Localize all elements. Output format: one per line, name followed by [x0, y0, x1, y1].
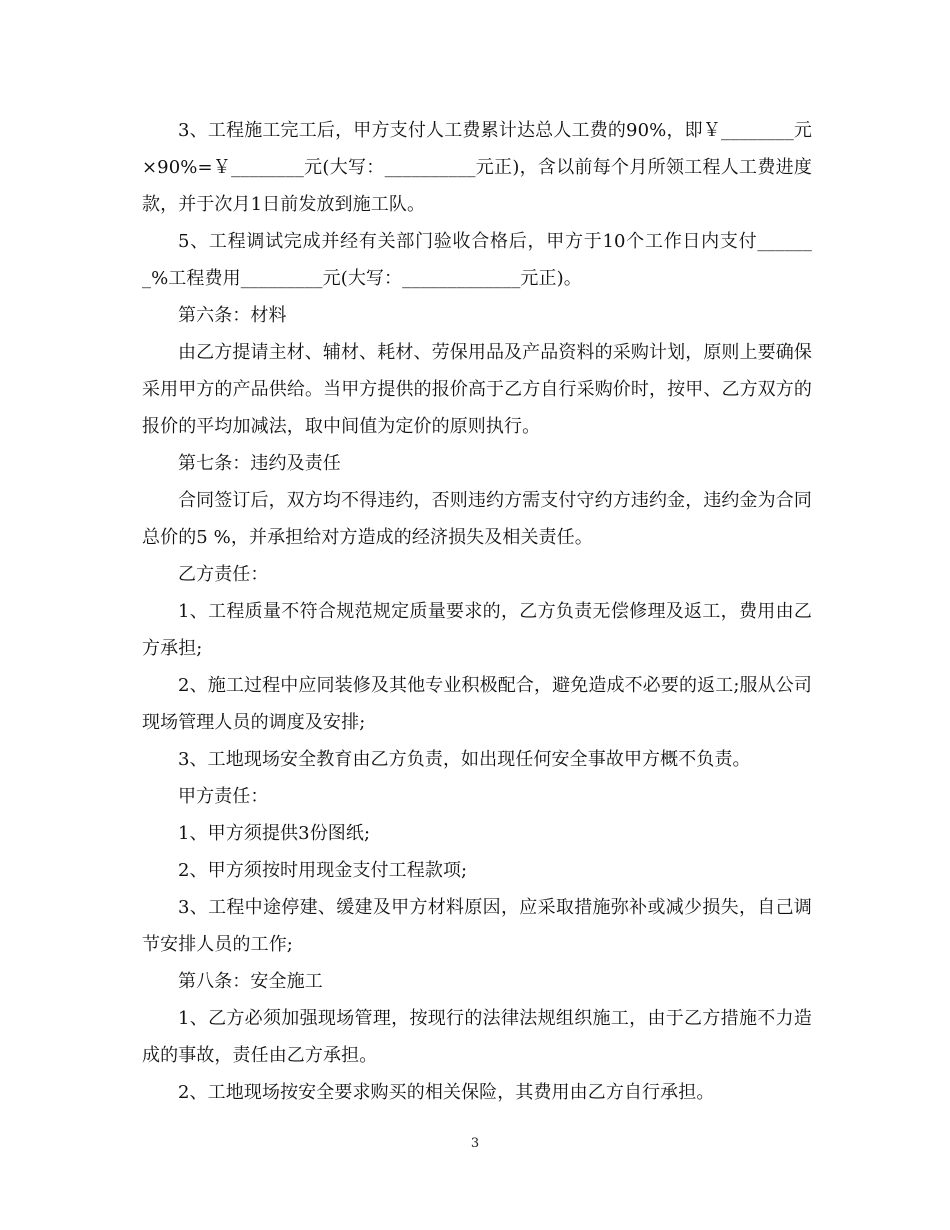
clause-final-payment: 5、工程调试完成并经有关部门验收合格后，甲方于10个工作日内支付_______%工程费用_________元(大写：_____________元正)。 — [142, 231, 812, 289]
party-b-duty-1: 1、工程质量不符合规范规定质量要求的，乙方负责无偿修理及返工，费用由乙方承担; — [142, 601, 812, 659]
document-body — [142, 112, 812, 1111]
safety-clause-1: 1、乙方必须加强现场管理，按现行的法律法规组织施工，由于乙方措施不力造成的事故，责任由乙方承担。 — [142, 1008, 812, 1066]
heading-party-b-duties: 乙方责任： — [178, 564, 269, 585]
party-a-duty-1: 1、甲方须提供3份图纸; — [178, 823, 371, 844]
party-b-duty-3: 3、工地现场安全教育由乙方负责，如出现任何安全事故甲方概不负责。 — [178, 749, 751, 770]
party-a-duty-3: 3、工程中途停建、缓建及甲方材料原因，应采取措施弥补或减少损失，自己调节安排人员的工作; — [142, 897, 812, 955]
heading-article-8: 第八条：安全施工 — [178, 971, 323, 992]
party-a-duty-2: 2、甲方须按时用现金支付工程款项; — [178, 860, 468, 881]
page-number: 3 — [470, 1136, 480, 1151]
heading-article-6: 第六条：材料 — [178, 305, 287, 326]
heading-party-a-duties: 甲方责任： — [178, 786, 269, 807]
clause-materials: 由乙方提请主材、辅材、耗材、劳保用品及产品资料的采购计划，原则上要确保采用甲方的产品供给。当甲方提供的报价高于乙方自行采购价时，按甲、乙方双方的报价的平均加减法，取中间值为定价的原则执行。 — [142, 342, 812, 437]
heading-article-7: 第七条：违约及责任 — [178, 453, 341, 474]
safety-clause-2: 2、工地现场按安全要求购买的相关保险，其费用由乙方自行承担。 — [178, 1082, 715, 1103]
clause-labor-payment-90: 3、工程施工完工后，甲方支付人工费累计达总人工费的90%，即￥________元×90%=￥________元(大写：__________元正)，含以前每个月所领工程人工费进度款，并于次月1日前发放到施工队。 — [142, 120, 812, 215]
party-b-duty-2: 2、施工过程中应同装修及其他专业积极配合，避免造成不必要的返工;服从公司现场管理人员的调度及安排; — [142, 675, 812, 733]
clause-breach: 合同签订后，双方均不得违约，否则违约方需支付守约方违约金，违约金为合同总价的5 %，并承担给对方造成的经济损失及相关责任。 — [142, 490, 812, 548]
